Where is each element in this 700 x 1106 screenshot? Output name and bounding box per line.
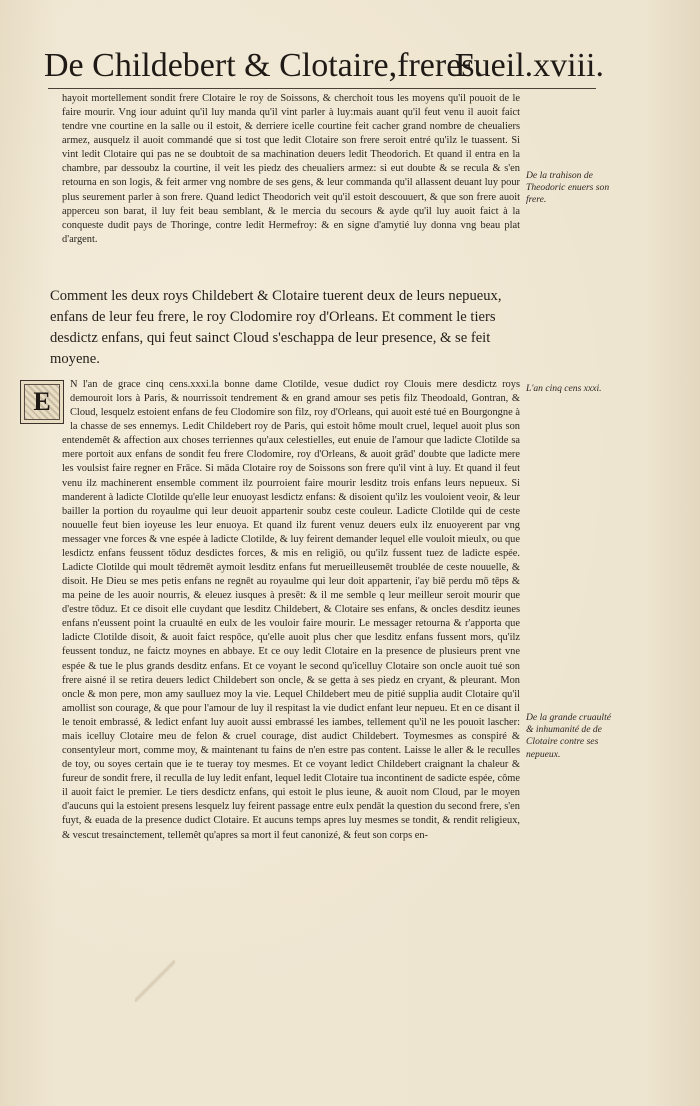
running-header: [44, 44, 604, 88]
paper-mark: [135, 960, 175, 1002]
margin-note-year: L'an cinq cens xxxi.: [526, 383, 602, 394]
paragraph-2: N l'an de grace cinq cens.xxxi.la bonne dame Clotilde, vesue dudict roy Clouis mere desdictz roys demouroit lors à Paris, & nourrissoit tendrement & en grand amour ses petis filz Theodoald, Gontran, & Cloud, lesquelz estoient enfans de feu Clodomire son filz, roy d'Orleans, qui auoit esté tué en Bourgongne à la chasse de ses ennemys. Ledit Childebert roy de Paris, qui estoit hôme moult cruel, lequel auoit plus son entendemêt & affection aux choses terriennes qu'aux celestielles, eut enuie de l'amour que ladicte Clotilde sa mere portoit aux enfans de sondit feu frere Clodomire, roy d'Orleans, & auoit grād' doubte que ladicte mere les voulsist faire regner en Frāce. Si māda Clotaire roy de Soissons son frere qu'il vint à luy. Et quand il feut venu ilz machinerent ensemble comment ilz pourroient faire mourir lesditz trois enfans leurs nepueux. Si manderent à ladicte Clotilde qu'elle leur enuoyast lesdictz enfans: & disoient qu'ilz les vouloient veoir, & leur bailler la portion du royaulme qui leur deuoit appartenir soubz ceste couleur. Ladicte Clotilde qui de ceste nouuelle feut bien ioyeuse les leur enuoya. Et quand ilz furent venuz deuers eulx ilz enuoyerent par vng messager vne forces & vne espée à ladicte Clotilde, & luy feirent demander lequel elle vouloit mieulx, ou que lesdictz enfans feussent tōduz desdictes forces, & mis en religiō, ou qu'ilz fussent tuez de ladicte espée. Ladicte Clotilde qui moult tēdremēt aymoit lesditz enfans fut merueilleusemēt troublée de ceste nouuelle, & disoit. He Dieu se mes petis enfans ne regnēt au royaulme qui leur doit appartenir, i'ay biē perdu mō tēps & ma peine de les auoir nourris, & eleuez iusques à presēt: & il me semble q leur meilleur seroit mourir que d'estre tōduz. Et ce disoit elle cuydant que lesditz Childebert, & Clotaire ses enfans, & oncles desditz ieunes enfans n'eussent point la cruaulté en eulx de les vouloir faire mourir. Le messager retourna & r'apporta que ladicte Clotilde disoit, & auoit faict respōce, qu'elle auoit plus cher que lesditz enfans fussent mors, qu'ilz feussent tonduz, ne faictz moynes en abbaye. Et ce ouy ledit Clotaire en la presence de plusieurs prent vne espée & tue le plus grands desditz enfans. Et ce voyant le second qu'icelluy Clotaire son oncle auoit tué son frere aisné il se retira deuers ledict Childebert son oncle, & se getta à ses piedz en cryant, & pleurant. Mon oncle & mon pere, mon amy saulluez moy la vie. Lequel Childebert meu de pitié supplia audit Clotaire qu'il amollist son courage, & que pour l'amour de luy il respitast la vie dudict enfant leur nepueu. Et en ce disant il le tenoit embrassé, & ledict enfant luy auoit aussi embrassé les iambes, tellement qu'il ne les pouoit lascher: mais icelluy Clotaire meu de felon & cruel courage, dist audict Childebert. Toymesmes as conspiré & consentyleur mort, comme moy, & maintenant tu fains de n'en estre pas content. Laisse le aller & le reculles de toy, ou soyes certain que ie te tueray toy mesmes. Et ce voyant ledict Childebert craignant la chaleur & fureur de sondit frere, il reculla de luy ledit enfant, lequel ledit Clotaire tua incontinent de sadicte espée, côme il auoit faict le premier. Le tiers desdictz enfans, qui estoit le plus ieune, & auoit nom Cloud, par le moyen d'aucuns qui la estoient presens lesquelz luy feirent passage entre eulx pendāt la question du second frere, s'en fuyt, & euada de la presence dudict Clotaire. Et aucuns temps apres luy mesmes se tondit, & rendit religieux, & vescut tresainctement, tellemêt qu'apres sa mort il feut canonizé, & feut son corps en-: [62, 379, 520, 841]
paragraph-1: hayoit mortellement sondit frere Clotaire le roy de Soissons, & cherchoit tous les moyens qu'il pouoit de le faire mourir. Vng iour aduint qu'il luy manda qu'il vint parler à luy:mais auant qu'il feut venu il auoit faict tendre vne courtine en la salle ou il estoit, & derriere icelle courtine feit cacher grand nombre de cheualiers armez, ausquelz il auoit commandé que si tost que ledit Clotaire son frere seroit entré qu'ilz le tuassent. Si vint ledit Clotaire qui pas ne se doubtoit de sa machination deuers ledit Theodorich. Et quand il entra en la chambre, par dessoubz la courtine, il veit les piedz des cheualiers armez: si eut doubte & se recula & s'en retourna en son logis, & feit armer vng nombre de ses gens, & leur commanda qu'il allassent deuant luy pour plus seurement parler à son frere. Quand ledict Theodorich veit qu'il estoit descouuert, & que son frere auoit apperceu son barat, il luy feit beau semblant, & le mercia du secours & ayde qu'il luy auoit faict à la conqueste dudit pays de Thoringe, contre ledit Hermefroy: & en signe d'amytié luy donna vng beau plat d'argent.: [62, 93, 520, 245]
paragraph-2-block: [33, 378, 520, 843]
header-title: De Childebert & Clotaire,freres.: [44, 47, 484, 84]
decorated-initial: [20, 380, 64, 424]
chapter-heading: Comment les deux roys Childebert & Clotaire tuerent deux de leurs nepueux, enfans de leur feu frere, le roy Clodomire roy d'Orleans. Et comment le tiers desdictz enfans, qui feut sainct Cloud s'eschappa de leur presence, & se feit moyene.: [50, 288, 502, 367]
initial-letter: E: [24, 384, 60, 420]
folio-number: Fueil.xviii.: [454, 47, 604, 84]
margin-note-treason: De la trahison de Theodoric enuers son frere.: [526, 170, 610, 206]
header-rule: [48, 88, 596, 89]
margin-note-cruelty: De la grande cruaulté & inhumanité de de Clotaire contre ses nepueux.: [526, 712, 611, 760]
